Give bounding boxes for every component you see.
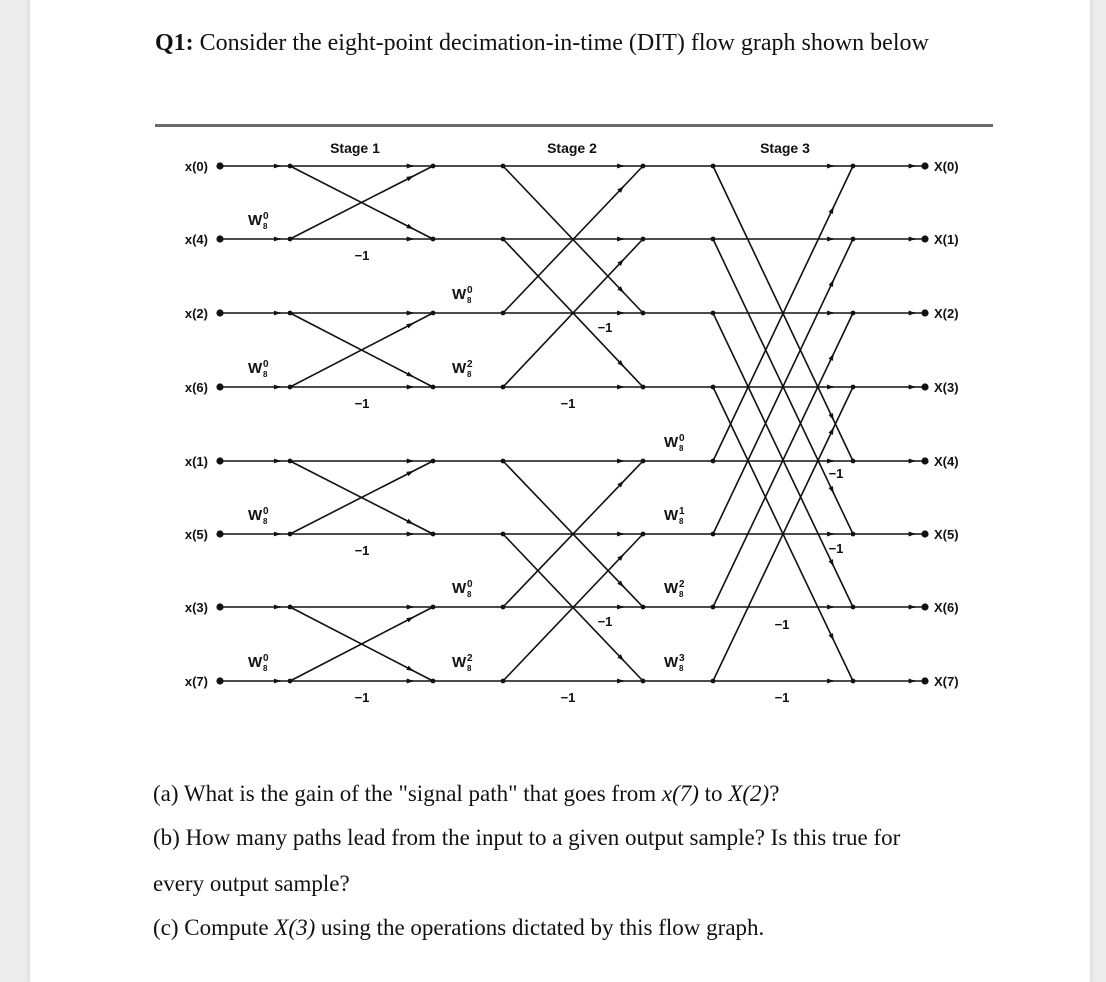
output-node-6: [921, 603, 928, 610]
node-2-4: [431, 459, 436, 464]
node-3-2: [501, 311, 506, 316]
input-label-4: x(1): [184, 454, 208, 469]
twiddle-s2-6-base: W: [452, 580, 467, 597]
part-a-suffix: ?: [769, 781, 780, 806]
input-label-2: x(2): [184, 306, 208, 321]
twiddle-s2-3-sub: 8: [467, 370, 472, 379]
twiddle-s1-1-base: W: [248, 212, 263, 229]
minus-one-s2-3: −1: [560, 396, 576, 411]
output-node-1: [921, 235, 928, 242]
input-node-3: [216, 383, 223, 390]
minus-one-s2-6: −1: [597, 614, 613, 629]
input-node-1: [216, 235, 223, 242]
twiddle-s1-3: [248, 359, 269, 379]
s2-cross-3-1-arrow: [621, 260, 624, 263]
node-4-7: [641, 679, 646, 684]
part-c-var: X(3): [274, 915, 316, 940]
s2-cross-4-6-arrow: [621, 584, 624, 587]
input-node-4: [216, 457, 223, 464]
s3-cross-0-4-arrow: [831, 414, 834, 420]
minus-one-s1-5: −1: [354, 543, 370, 558]
minus-one-s1-1: −1: [354, 248, 370, 263]
stage-label-2: Stage 2: [547, 140, 597, 156]
question-number: Q1:: [155, 30, 194, 56]
node-6-4: [851, 459, 856, 464]
twiddle-s3-6-exp: 2: [679, 579, 685, 590]
twiddle-s2-7-sub: 8: [467, 664, 472, 673]
s2-cross-0-2-arrow: [621, 289, 624, 292]
twiddle-s1-5-base: W: [248, 507, 263, 524]
twiddle-s2-2-exp: 0: [467, 285, 473, 296]
node-5-0: [711, 164, 716, 169]
graph-branches: [220, 166, 925, 681]
s1-cross-1-0-arrow: [410, 176, 413, 177]
node-4-4: [641, 459, 646, 464]
output-node-7: [921, 677, 928, 684]
twiddle-s2-6-exp: 0: [467, 579, 473, 590]
node-3-0: [501, 164, 506, 169]
minus-one-s3-5: −1: [828, 541, 844, 556]
s1-cross-2-3-arrow: [410, 375, 413, 376]
node-2-1: [431, 237, 436, 242]
node-5-1: [711, 237, 716, 242]
twiddle-s3-5-base: W: [664, 507, 679, 524]
twiddle-s1-1-sub: 8: [263, 222, 268, 231]
input-node-7: [216, 677, 223, 684]
node-4-2: [641, 311, 646, 316]
input-node-0: [216, 162, 223, 169]
node-4-0: [641, 164, 646, 169]
output-node-4: [921, 457, 928, 464]
twiddle-s1-1-exp: 0: [263, 211, 269, 222]
minus-one-s1-7: −1: [354, 690, 370, 705]
part-b-line2: every output sample?: [153, 871, 350, 896]
twiddle-s2-2-sub: 8: [467, 296, 472, 305]
twiddle-s3-7-base: W: [664, 654, 679, 671]
twiddle-s3-5-sub: 8: [679, 517, 684, 526]
s3-cross-6-2-arrow: [831, 354, 834, 360]
twiddle-s1-5-sub: 8: [263, 517, 268, 526]
node-6-0: [851, 164, 856, 169]
twiddle-s3-4-exp: 0: [679, 433, 685, 444]
twiddle-s3-4-sub: 8: [679, 444, 684, 453]
node-4-3: [641, 385, 646, 390]
twiddle-s2-7: [452, 653, 473, 673]
node-6-2: [851, 311, 856, 316]
minus-one-s1-3: −1: [354, 396, 370, 411]
node-1-2: [288, 311, 293, 316]
question-text: Consider the eight-point decimation-in-time (DIT) flow graph shown below: [199, 30, 929, 56]
twiddle-s1-3-base: W: [248, 360, 263, 377]
output-node-2: [921, 309, 928, 316]
twiddle-s1-7-exp: 0: [263, 653, 269, 664]
node-5-5: [711, 532, 716, 537]
s2-cross-7-5-arrow: [621, 555, 624, 558]
node-2-7: [431, 679, 436, 684]
node-1-1: [288, 237, 293, 242]
part-a-prefix: (a) What is the gain of the "signal path" that goes from: [153, 781, 662, 806]
s2-cross-5-7-arrow: [621, 657, 624, 660]
output-label-0: X(0): [934, 159, 959, 174]
twiddle-s2-6-sub: 8: [467, 590, 472, 599]
node-2-5: [431, 532, 436, 537]
node-3-1: [501, 237, 506, 242]
twiddle-s2-2-base: W: [452, 286, 467, 303]
minus-one-s2-2: −1: [597, 320, 613, 335]
node-5-2: [711, 311, 716, 316]
node-5-6: [711, 605, 716, 610]
s1-cross-7-6-arrow: [410, 617, 413, 618]
s3-cross-2-6-arrow: [831, 560, 834, 566]
node-1-5: [288, 532, 293, 537]
twiddle-s1-3-sub: 8: [263, 370, 268, 379]
output-node-3: [921, 383, 928, 390]
input-label-1: x(4): [184, 232, 208, 247]
output-label-2: X(2): [934, 306, 959, 321]
node-3-5: [501, 532, 506, 537]
node-1-0: [288, 164, 293, 169]
part-a-to: X(2): [728, 781, 770, 806]
s3-cross-5-1-arrow: [831, 280, 834, 286]
part-c: [153, 915, 764, 941]
part-c-suffix: using the operations dictated by this flow graph.: [315, 915, 765, 940]
input-label-7: x(7): [184, 674, 208, 689]
input-label-5: x(5): [184, 527, 208, 542]
twiddle-s3-4-base: W: [664, 434, 679, 451]
node-6-7: [851, 679, 856, 684]
twiddle-s3-5-exp: 1: [679, 506, 685, 517]
output-label-5: X(5): [934, 527, 959, 542]
twiddle-s2-6: [452, 579, 473, 599]
twiddle-s2-3-base: W: [452, 360, 467, 377]
input-label-3: x(6): [184, 380, 208, 395]
twiddle-s1-7: [248, 653, 269, 673]
output-label-6: X(6): [934, 600, 959, 615]
minus-one-s3-4: −1: [828, 466, 844, 481]
s3-cross-4-0-arrow: [831, 207, 834, 213]
node-4-1: [641, 237, 646, 242]
output-label-7: X(7): [934, 674, 959, 689]
input-label-0: x(0): [184, 159, 208, 174]
part-b-line1: (b) How many paths lead from the input to a given output sample? Is this true for: [153, 825, 901, 850]
node-6-1: [851, 237, 856, 242]
twiddle-s2-3-exp: 2: [467, 359, 473, 370]
node-6-6: [851, 605, 856, 610]
twiddle-s3-4: [664, 433, 685, 453]
minus-one-s3-6: −1: [774, 617, 790, 632]
node-2-0: [431, 164, 436, 169]
input-node-6: [216, 603, 223, 610]
node-2-6: [431, 605, 436, 610]
node-1-3: [288, 385, 293, 390]
input-node-5: [216, 530, 223, 537]
node-4-6: [641, 605, 646, 610]
minus-one-s2-7: −1: [560, 690, 576, 705]
node-3-4: [501, 459, 506, 464]
twiddle-s3-6: [664, 579, 685, 599]
twiddle-s2-3: [452, 359, 473, 379]
s2-cross-1-3-arrow: [621, 363, 624, 366]
twiddle-s1-1: [248, 211, 269, 231]
twiddle-s3-7: [664, 653, 685, 673]
twiddle-s2-2: [452, 285, 473, 305]
node-1-6: [288, 605, 293, 610]
stage-label-3: Stage 3: [760, 140, 810, 156]
s1-cross-6-7-arrow: [410, 669, 413, 670]
node-6-3: [851, 385, 856, 390]
part-c-prefix: (c) Compute: [153, 915, 275, 940]
input-label-6: x(3): [184, 600, 208, 615]
node-6-5: [851, 532, 856, 537]
part-a-mid: to: [698, 781, 729, 806]
s1-cross-0-1-arrow: [410, 227, 413, 228]
s2-cross-2-0-arrow: [621, 187, 624, 190]
node-5-7: [711, 679, 716, 684]
node-4-5: [641, 532, 646, 537]
node-3-7: [501, 679, 506, 684]
graph-labels: [185, 140, 959, 705]
output-label-4: X(4): [934, 454, 959, 469]
s1-cross-4-5-arrow: [410, 522, 413, 523]
part-a-from: x(7): [661, 781, 699, 806]
s3-cross-7-3-arrow: [831, 428, 834, 434]
s2-cross-6-4-arrow: [621, 481, 624, 484]
twiddle-s3-7-exp: 3: [679, 653, 685, 664]
twiddle-s1-5: [248, 506, 269, 526]
twiddle-s1-5-exp: 0: [263, 506, 269, 517]
output-node-0: [921, 162, 928, 169]
twiddle-s3-5: [664, 506, 685, 526]
node-3-3: [501, 385, 506, 390]
part-a: [153, 781, 779, 807]
node-2-2: [431, 311, 436, 316]
s3-cross-1-5-arrow: [831, 487, 834, 493]
output-node-5: [921, 530, 928, 537]
twiddle-s2-7-exp: 2: [467, 653, 473, 664]
input-node-2: [216, 309, 223, 316]
minus-one-s3-7: −1: [774, 690, 790, 705]
node-5-3: [711, 385, 716, 390]
s3-cross-3-7-arrow: [831, 634, 834, 640]
twiddle-s3-7-sub: 8: [679, 664, 684, 673]
twiddle-s3-6-sub: 8: [679, 590, 684, 599]
twiddle-s1-7-base: W: [248, 654, 263, 671]
node-1-4: [288, 459, 293, 464]
output-label-3: X(3): [934, 380, 959, 395]
s1-cross-3-2-arrow: [410, 323, 413, 324]
stage-label-1: Stage 1: [330, 140, 380, 156]
twiddle-s3-6-base: W: [664, 580, 679, 597]
node-5-4: [711, 459, 716, 464]
output-label-1: X(1): [934, 232, 959, 247]
s1-cross-5-4-arrow: [410, 471, 413, 472]
twiddle-s1-7-sub: 8: [263, 664, 268, 673]
node-2-3: [431, 385, 436, 390]
twiddle-s1-3-exp: 0: [263, 359, 269, 370]
twiddle-s2-7-base: W: [452, 654, 467, 671]
node-1-7: [288, 679, 293, 684]
node-3-6: [501, 605, 506, 610]
